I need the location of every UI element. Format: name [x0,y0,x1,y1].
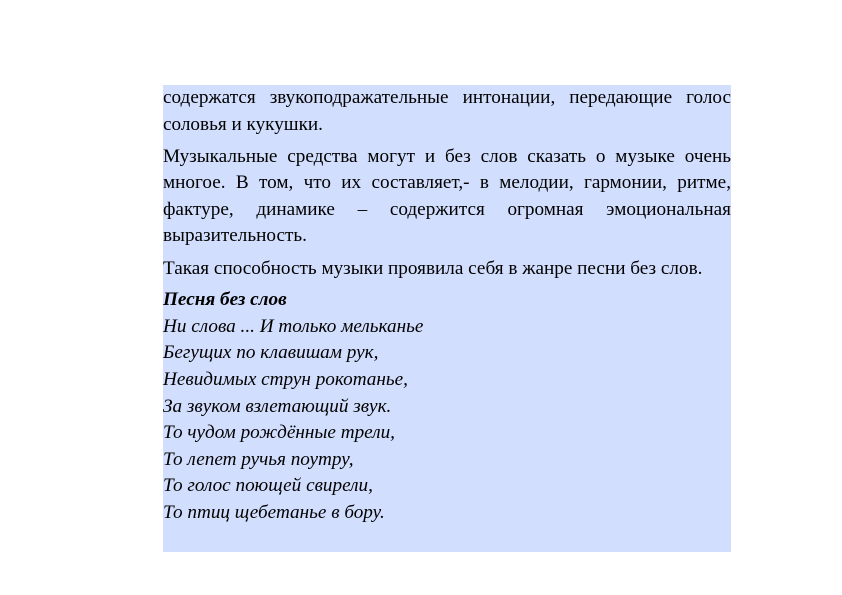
poem-line: То птиц щебетанье в бору. [163,501,385,523]
text-block [163,85,731,552]
poem-line: За звуком взлетающий звук. [163,395,392,417]
paragraph-1: содержатся звукоподражательные интонации, передающие голос соловья и кукушки. [163,87,731,135]
poem [163,287,731,526]
poem-line: Бегущих по клавишам рук, [163,342,379,364]
poem-title: Песня без слов [163,289,287,311]
paragraph-2: Музыкальные средства могут и без слов сказать о музыке очень многое. В том, что их составляет,- в мелодии, гармонии, ритме, фактуре, динамике – содержится огромная эмоциональная выразительность. [163,145,731,247]
paragraph-3: Такая способность музыки проявила себя в жанре песни без слов. [163,257,703,279]
poem-line: Невидимых струн рокотанье, [163,368,408,390]
poem-line: То голос поющей свирели, [163,475,373,497]
poem-line: Ни слова ... И только мельканье [163,315,424,337]
poem-line: То чудом рождённые трели, [163,422,395,444]
poem-line: То лепет ручья поутру, [163,448,354,470]
